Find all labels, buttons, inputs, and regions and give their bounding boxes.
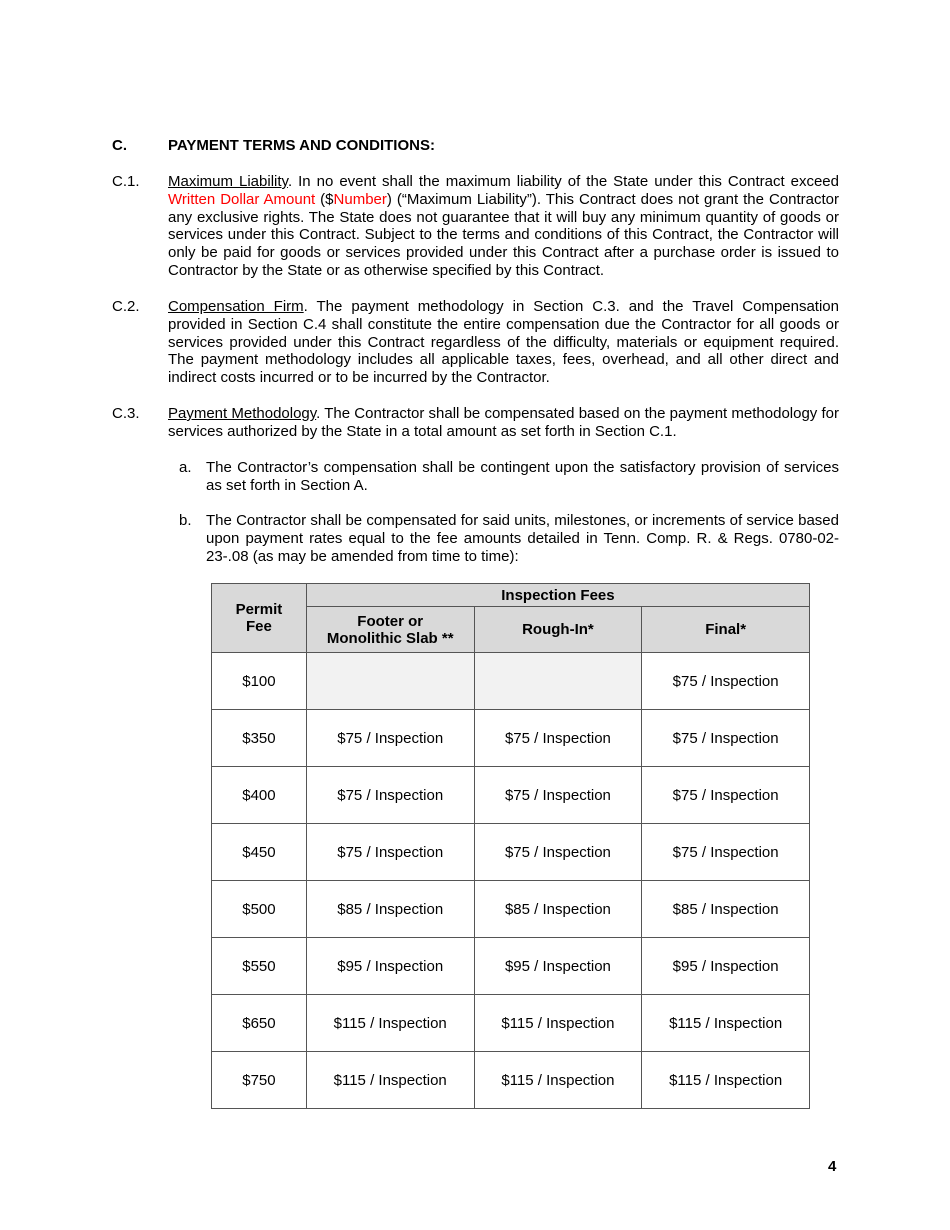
clause-c2 [112, 298, 839, 387]
clause-text: . In no event shall the maximum liability of the State under this Contract exceed [287, 173, 839, 190]
rough-in-header: Rough-In* [474, 607, 642, 653]
clause-c1 [112, 173, 839, 280]
subclause-a [179, 459, 839, 495]
rough-in-fee-cell: $95 / Inspection [474, 938, 642, 995]
clause-text: . The Contractor shall be compensated based on the payment methodology for services authorized by the State in a total amount as set forth in Section C.1. [168, 405, 839, 440]
table-row [212, 767, 810, 824]
permit-fee-cell: $500 [212, 881, 307, 938]
rough-in-fee-cell: $75 / Inspection [474, 824, 642, 881]
final-fee-cell: $75 / Inspection [642, 767, 810, 824]
table-row [212, 938, 810, 995]
clause-text: ($ [315, 190, 334, 208]
header-text: Footer or [357, 612, 424, 630]
clause-body [168, 173, 839, 280]
footer-fee-cell: $85 / Inspection [306, 881, 474, 938]
permit-fee-cell: $100 [212, 653, 307, 710]
table-row [212, 710, 810, 767]
rough-in-fee-cell: $115 / Inspection [474, 1052, 642, 1109]
section-heading [112, 137, 435, 154]
table-row [212, 824, 810, 881]
final-fee-cell: $115 / Inspection [642, 1052, 810, 1109]
header-text: Fee [246, 618, 272, 635]
footer-fee-cell: $75 / Inspection [306, 767, 474, 824]
subclause-label: a. [179, 459, 192, 476]
number-placeholder: Number [333, 190, 387, 208]
inspection-fees-header: Inspection Fees [306, 584, 809, 607]
footer-fee-cell [306, 653, 474, 710]
clause-body [168, 405, 839, 441]
permit-fee-cell: $450 [212, 824, 307, 881]
final-header: Final* [642, 607, 810, 653]
subclause-text: The Contractor’s compensation shall be contingent upon the satisfactory provision of services as set forth in Section A. [206, 459, 839, 494]
clause-heading: Maximum Liability [168, 173, 288, 190]
clause-heading: Payment Methodology [168, 405, 317, 422]
page-number: 4 [828, 1158, 837, 1175]
clause-body [168, 298, 839, 387]
clause-heading: Compensation Firm [168, 298, 304, 315]
footer-fee-cell: $115 / Inspection [306, 1052, 474, 1109]
footer-fee-cell: $95 / Inspection [306, 938, 474, 995]
footer-slab-header [306, 607, 474, 653]
rough-in-fee-cell: $115 / Inspection [474, 995, 642, 1052]
rough-in-fee-cell: $75 / Inspection [474, 767, 642, 824]
footer-fee-cell: $115 / Inspection [306, 995, 474, 1052]
permit-fee-cell: $750 [212, 1052, 307, 1109]
rough-in-fee-cell: $85 / Inspection [474, 881, 642, 938]
permit-fee-cell: $550 [212, 938, 307, 995]
permit-fee-cell: $350 [212, 710, 307, 767]
clause-c3 [112, 405, 839, 441]
subclause-text: The Contractor shall be compensated for said units, milestones, or increments of service based upon payment rates equal to the fee amounts detailed in Tenn. Comp. R. & Regs. 0780-02-23-.08 (as may be amended from time to time): [206, 512, 839, 565]
clause-number: C.3. [112, 405, 140, 422]
rough-in-fee-cell: $75 / Inspection [474, 710, 642, 767]
final-fee-cell: $115 / Inspection [642, 995, 810, 1052]
subclause-b [179, 512, 839, 565]
footer-fee-cell: $75 / Inspection [306, 824, 474, 881]
final-fee-cell: $95 / Inspection [642, 938, 810, 995]
final-fee-cell: $75 / Inspection [642, 653, 810, 710]
rough-in-fee-cell [474, 653, 642, 710]
clause-text: . The payment methodology in Section C.3. and the Travel Compensation provided in Section C.4 shall constitute the entire compensation due the Contractor for all goods or services provided under this Contract regardless of the difficulty, materials or equipment required. The payment methodology includes all applicable taxes, fees, overhead, and all other direct and indirect costs incurred or to be incurred by the Contractor. [168, 298, 839, 387]
section-title: PAYMENT TERMS AND CONDITIONS: [168, 137, 435, 154]
final-fee-cell: $75 / Inspection [642, 710, 810, 767]
inspection-fees-table [211, 583, 810, 1109]
final-fee-cell: $85 / Inspection [642, 881, 810, 938]
written-amount-placeholder: Written Dollar Amount [168, 190, 316, 208]
table-row [212, 1052, 810, 1109]
footer-fee-cell: $75 / Inspection [306, 710, 474, 767]
table-row [212, 653, 810, 710]
section-number: C. [112, 137, 127, 154]
final-fee-cell: $75 / Inspection [642, 824, 810, 881]
table-row [212, 995, 810, 1052]
subclause-label: b. [179, 512, 192, 529]
table-row [212, 881, 810, 938]
permit-fee-cell: $400 [212, 767, 307, 824]
clause-number: C.1. [112, 173, 140, 190]
header-text: Permit [235, 601, 283, 618]
clause-text: ) (“Maximum Liability”). This Contract does not grant the Contractor any exclusive rights. The State does not guarantee that it will buy any minimum quantity of goods or services under this Contract. Subject to the terms and conditions of this Contract, the Contractor will only be paid for goods or services provided under this Contract after a purchase order is issued to Contractor by the State or as otherwise specified by this Contract. [168, 190, 839, 279]
clause-number: C.2. [112, 298, 140, 315]
header-text: Monolithic Slab ** [326, 629, 454, 647]
permit-fee-cell: $650 [212, 995, 307, 1052]
permit-fee-header [212, 584, 307, 653]
